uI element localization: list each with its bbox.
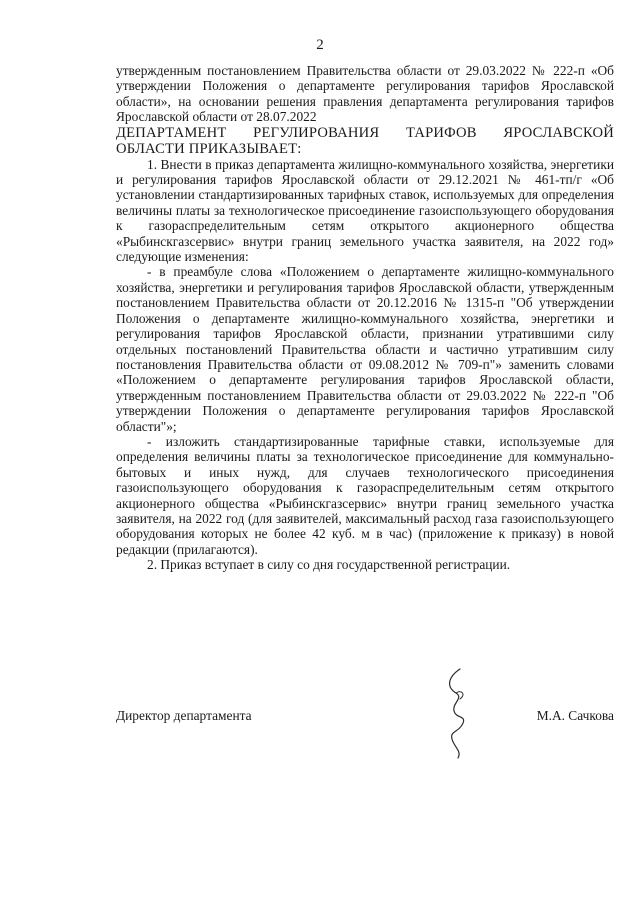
handwritten-signature <box>438 665 478 760</box>
clause-1-item-rates: - изложить стандартизированные тарифные ставки, используемые для определения величины платы за технологическое присоединение для коммунально-бытовых и иных нужд, для случаев технологического присоединения газоиспользующего оборудования к газораспределительным сетям открытого акционерного общества «Рыбинскгазсервис» внутри границ земельного участка заявителя, на 2022 год (для заявителей, максимальный расход газа газоиспользующего оборудования которых не более 42 куб. м в час) (приложение к приказу) в новой редакции (прилагаются). <box>116 433 614 557</box>
clause-1: 1. Внести в приказ департамента жилищно-коммунального хозяйства, энергетики и регулирования тарифов Ярославской области от 29.12.2021 № 461-тп/г «Об установлении стандартизированных тарифных ставок, используемых для определения величины платы за технологическое присоединение газоиспользующего оборудования к газораспределительным сетям открытого акционерного общества «Рыбинскгазсервис» внутри границ земельного участка заявителя, на 2022 год» следующие изменения: <box>116 156 614 265</box>
signature-block <box>116 665 614 775</box>
signatory-name: М.А. Сачкова <box>536 708 614 723</box>
order-heading: ДЕПАРТАМЕНТ РЕГУЛИРОВАНИЯ ТАРИФОВ ЯРОСЛАВСКОЙ ОБЛАСТИ ПРИКАЗЫВАЕТ: <box>116 124 614 157</box>
clause-2: 2. Приказ вступает в силу со дня государственной регистрации. <box>147 557 511 573</box>
signatory-title: Директор департамента <box>116 708 252 723</box>
preamble-continuation: утвержденным постановлением Правительства области от 29.03.2022 № 222-п «Об утверждении Положения о департаменте регулирования тарифов Ярославской области», на основании решения правления департамента регулирования тарифов Ярославской области от 28.07.2022 <box>116 63 614 125</box>
document-body <box>116 63 614 573</box>
page-number: 2 <box>316 37 324 53</box>
clause-1-item-preamble: - в преамбуле слова «Положением о департаменте жилищно-коммунального хозяйства, энергетики и регулирования тарифов Ярославской области, утвержденным постановлением Правительства области от 20.12.2016 № 1315-п "Об утверждении Положения о департаменте жилищно-коммунального хозяйства, энергетики и регулирования тарифов Ярославской области, признании утратившими силу отдельных постановлений Правительства области и частично утратившим силу постановления Правительства области от 09.08.2012 № 709-п"» заменить словами «Положением о департаменте регулирования тарифов Ярославской области, утвержденным постановлением Правительства области от 29.03.2022 № 222-п "Об утверждении Положения о департаменте регулирования тарифов Ярославской области"»; <box>116 264 614 434</box>
